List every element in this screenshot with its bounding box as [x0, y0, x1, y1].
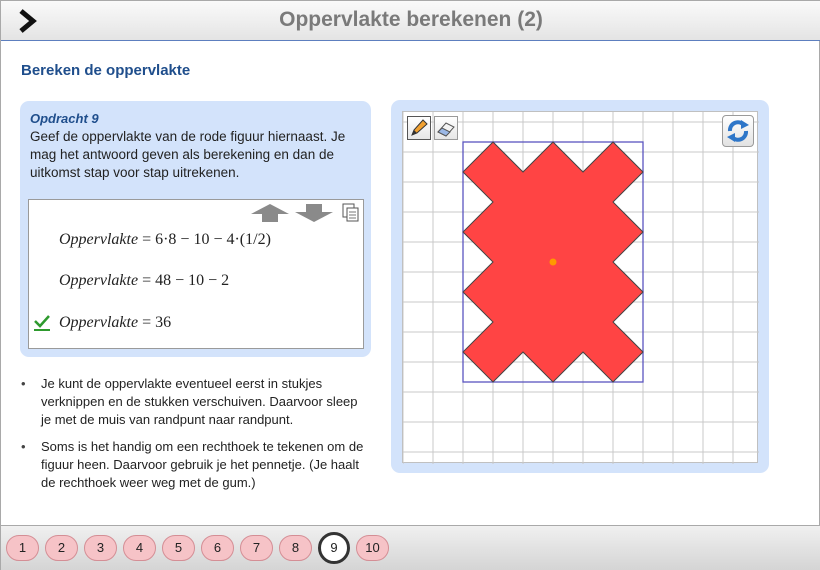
- arrow-up-icon[interactable]: [250, 203, 290, 223]
- bottom-bar: [1, 525, 820, 570]
- assignment-panel: [20, 101, 371, 357]
- answer-line-expression: = 48 − 10 − 2: [142, 272, 230, 289]
- answer-line[interactable]: [59, 231, 271, 249]
- hint-item: • Soms is het handig om een rechthoek te tekenen om de figuur heen. Daarvoor gebruik je het pennetje. (Je haalt de rechthoek weer weg met de gum.): [21, 438, 366, 492]
- checkmark-icon: [33, 314, 51, 332]
- answer-line-expression: = 6·8 − 10 − 4·(1/2): [142, 231, 271, 248]
- answer-line-label: Oppervlakte: [59, 314, 139, 331]
- refresh-button[interactable]: [722, 115, 754, 147]
- page-button-7[interactable]: 7: [240, 535, 273, 561]
- answer-line[interactable]: [59, 314, 171, 332]
- answer-line-label: Oppervlakte: [59, 272, 139, 289]
- drawing-panel: [391, 100, 769, 473]
- hint-item: • Je kunt de oppervlakte eventueel eerst in stukjes verknippen en de stukken verschuiven. Daarvoor sleep je met de muis van randpunt naar randpunt.: [21, 375, 366, 429]
- arrow-down-icon[interactable]: [294, 203, 334, 223]
- eraser-icon: [435, 117, 457, 139]
- title-bar: [1, 1, 820, 41]
- page-navigation: [6, 535, 395, 564]
- page-button-10[interactable]: 10: [356, 535, 389, 561]
- answer-line-label: Oppervlakte: [59, 231, 139, 248]
- copy-icon[interactable]: [341, 202, 361, 224]
- assignment-text: Geef de oppervlakte van de rode figuur hiernaast. Je mag het antwoord geven als berekening en dan de uitkomst stap voor stap uitrekenen.: [30, 129, 346, 180]
- page-button-9-current[interactable]: 9: [318, 532, 350, 564]
- answer-line-expression: = 36: [142, 314, 172, 331]
- page-button-3[interactable]: 3: [84, 535, 117, 561]
- eraser-tool-button[interactable]: [434, 116, 458, 140]
- page-button-5[interactable]: 5: [162, 535, 195, 561]
- page-button-8[interactable]: 8: [279, 535, 312, 561]
- answer-editor[interactable]: [28, 199, 364, 349]
- pencil-tool-button[interactable]: [407, 116, 431, 140]
- assignment-heading: Opdracht 9: [30, 111, 99, 126]
- page-button-2[interactable]: 2: [45, 535, 78, 561]
- page-title: Oppervlakte berekenen (2): [279, 8, 543, 31]
- center-point[interactable]: [550, 259, 557, 266]
- section-title: Bereken de oppervlakte: [21, 62, 191, 79]
- answer-line[interactable]: [59, 272, 229, 290]
- refresh-icon: [723, 116, 753, 146]
- page-button-4[interactable]: 4: [123, 535, 156, 561]
- hint-list: [21, 375, 366, 501]
- pencil-icon: [408, 117, 430, 139]
- grid-figure[interactable]: [403, 112, 759, 464]
- drawing-canvas[interactable]: [402, 111, 758, 463]
- page-button-6[interactable]: 6: [201, 535, 234, 561]
- page-button-1[interactable]: 1: [6, 535, 39, 561]
